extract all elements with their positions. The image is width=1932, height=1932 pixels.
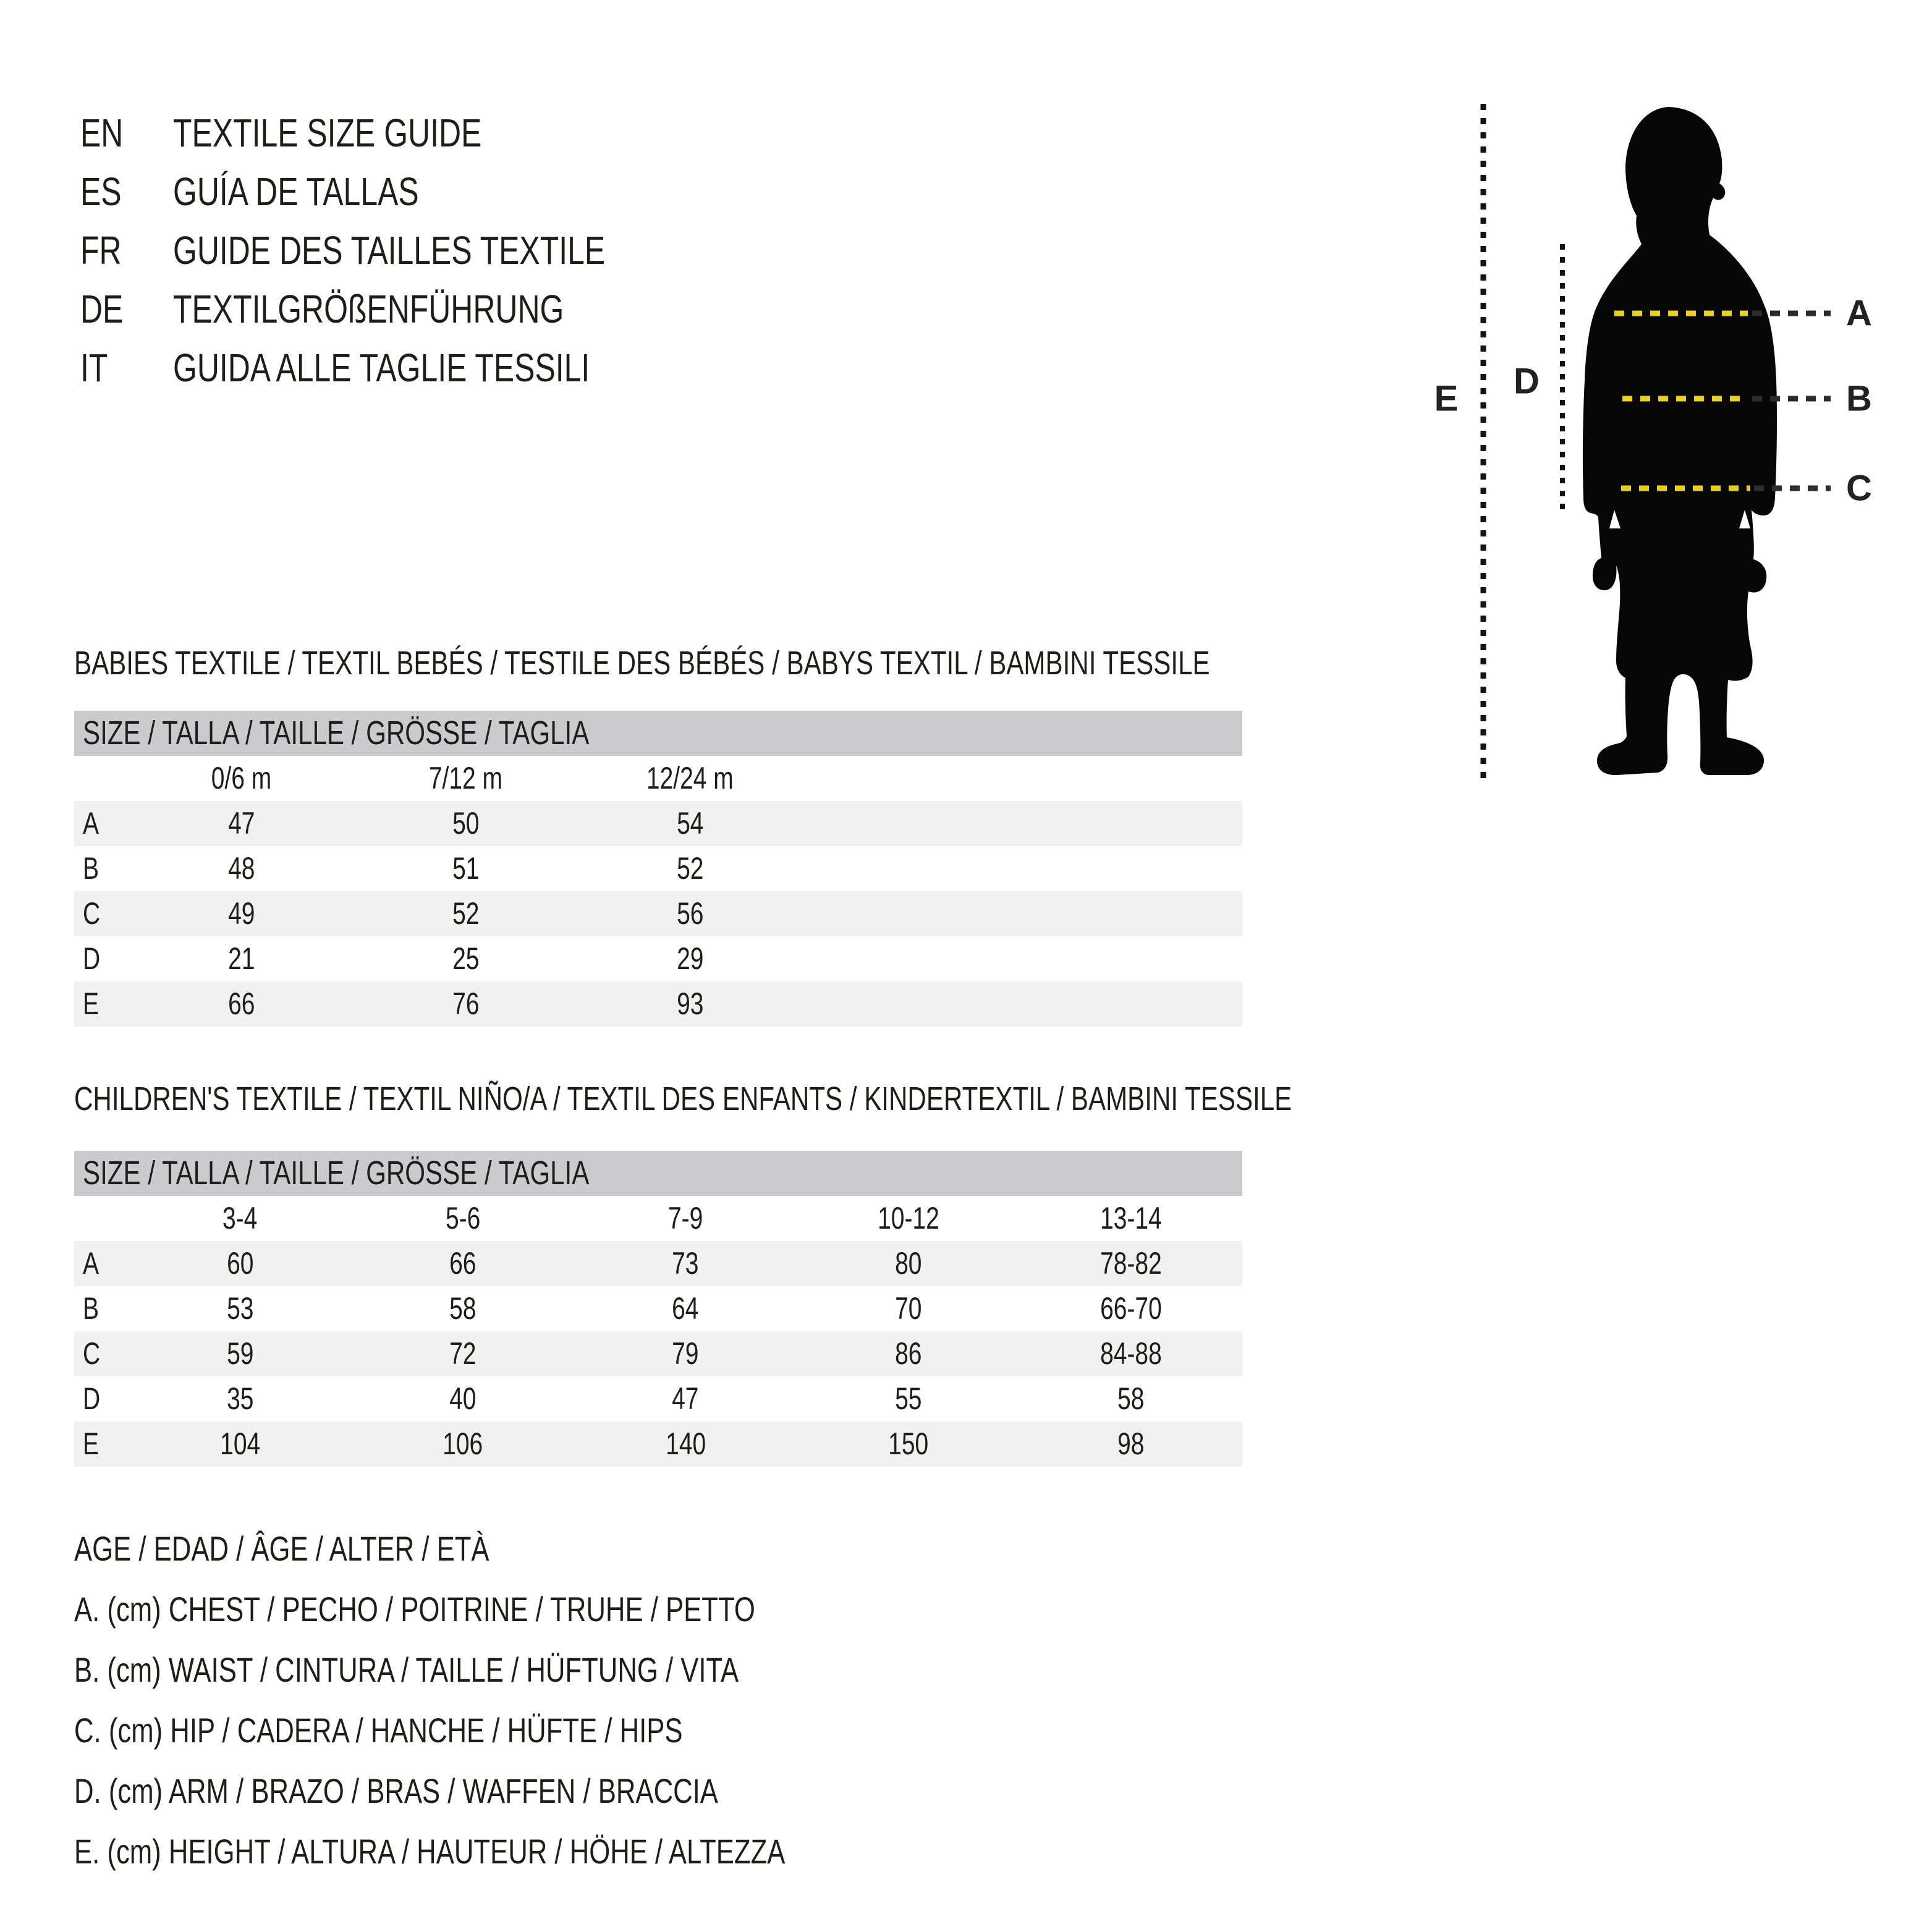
table-row: E 104 106 140 150 98 — [74, 1421, 1242, 1467]
table-row: B 53 58 64 70 66-70 — [74, 1286, 1242, 1331]
table-row: E 66 76 93 — [74, 981, 1242, 1027]
table-row: A 47 50 54 — [74, 801, 1242, 846]
row-label: D — [83, 1381, 101, 1416]
babies-section-title — [74, 643, 1530, 684]
figure-label-b: B — [1846, 378, 1872, 419]
lang-code-en: EN — [80, 111, 124, 155]
figure-label-e: E — [1434, 378, 1459, 419]
children-col-4: 13-14 — [1099, 1201, 1162, 1235]
row-label: B — [83, 1291, 100, 1326]
babies-column-headers — [74, 756, 1242, 801]
table-row: C 49 52 56 — [74, 891, 1242, 936]
children-size-header-band — [74, 1151, 1242, 1196]
legend-height: E. (cm) HEIGHT / ALTURA / HAUTEUR / HÖHE / ALTEZZA — [74, 1832, 786, 1871]
children-col-2: 7-9 — [668, 1201, 703, 1235]
table-row: A 60 66 73 80 78-82 — [74, 1241, 1242, 1286]
row-label: A — [83, 1246, 100, 1281]
children-size-header-text: SIZE / TALLA / TAILLE / GRÖSSE / TAGLIA — [83, 1155, 590, 1192]
lang-title-fr: GUIDE DES TAILLES TEXTILE — [173, 228, 606, 273]
babies-col-0: 0/6 m — [211, 761, 272, 795]
legend-arm: D. (cm) ARM / BRAZO / BRAS / WAFFEN / BRACCIA — [74, 1771, 718, 1810]
legend-chest: A. (cm) CHEST / PECHO / POITRINE / TRUHE / PETTO — [74, 1590, 755, 1629]
child-silhouette-diagram — [1415, 93, 1932, 791]
babies-col-2: 12/24 m — [646, 761, 734, 795]
children-size-table — [74, 1151, 1242, 1467]
table-row: D 21 25 29 — [74, 936, 1242, 981]
measurement-figure — [1415, 93, 1932, 791]
row-label: B — [83, 851, 100, 886]
table-row: B 48 51 52 — [74, 846, 1242, 891]
children-section-title — [74, 1078, 1635, 1119]
row-label: C — [83, 896, 101, 931]
lang-title-it: GUIDA ALLE TAGLIE TESSILI — [173, 345, 590, 390]
row-label: E — [83, 986, 100, 1021]
table-row: D 35 40 47 55 58 — [74, 1376, 1242, 1421]
children-column-headers — [74, 1196, 1242, 1241]
row-label: E — [83, 1426, 100, 1461]
legend-waist: B. (cm) WAIST / CINTURA / TAILLE / HÜFTUNG / VITA — [74, 1650, 739, 1689]
babies-size-header-band — [74, 711, 1242, 756]
lang-title-es: GUÍA DE TALLAS — [173, 169, 419, 214]
children-section-title-text: CHILDREN'S TEXTILE / TEXTIL NIÑO/A / TEXTIL DES ENFANTS / KINDERTEXTIL / BAMBINI TESSILE — [74, 1080, 1292, 1117]
measurement-legend — [74, 1519, 986, 1882]
babies-col-1: 7/12 m — [428, 761, 503, 795]
figure-label-a: A — [1846, 293, 1872, 334]
lang-code-it: IT — [80, 345, 108, 390]
lang-title-de: TEXTILGRÖßENFÜHRUNG — [173, 287, 564, 331]
child-silhouette — [1583, 107, 1777, 775]
figure-label-c: C — [1846, 468, 1872, 509]
lang-code-fr: FR — [80, 228, 122, 273]
row-label: A — [83, 806, 100, 841]
children-col-3: 10-12 — [877, 1201, 939, 1235]
babies-section-title-text: BABIES TEXTILE / TEXTIL BEBÉS / TESTILE DES BÉBÉS / BABYS TEXTIL / BAMBINI TESSILE — [74, 645, 1210, 682]
table-row: C 59 72 79 86 84-88 — [74, 1331, 1242, 1376]
row-label: C — [83, 1336, 101, 1371]
children-col-0: 3-4 — [222, 1201, 258, 1235]
lang-code-es: ES — [80, 169, 122, 214]
legend-hip: C. (cm) HIP / CADERA / HANCHE / HÜFTE / HIPS — [74, 1711, 683, 1750]
babies-size-header-text: SIZE / TALLA / TAILLE / GRÖSSE / TAGLIA — [83, 714, 590, 752]
legend-age: AGE / EDAD / ÂGE / ALTER / ETÀ — [74, 1529, 489, 1568]
babies-size-table — [74, 711, 1242, 1027]
children-col-1: 5-6 — [445, 1201, 481, 1235]
figure-label-d: D — [1514, 361, 1540, 402]
lang-title-en: TEXTILE SIZE GUIDE — [173, 111, 482, 155]
row-label: D — [83, 941, 101, 976]
lang-code-de: DE — [80, 287, 124, 331]
